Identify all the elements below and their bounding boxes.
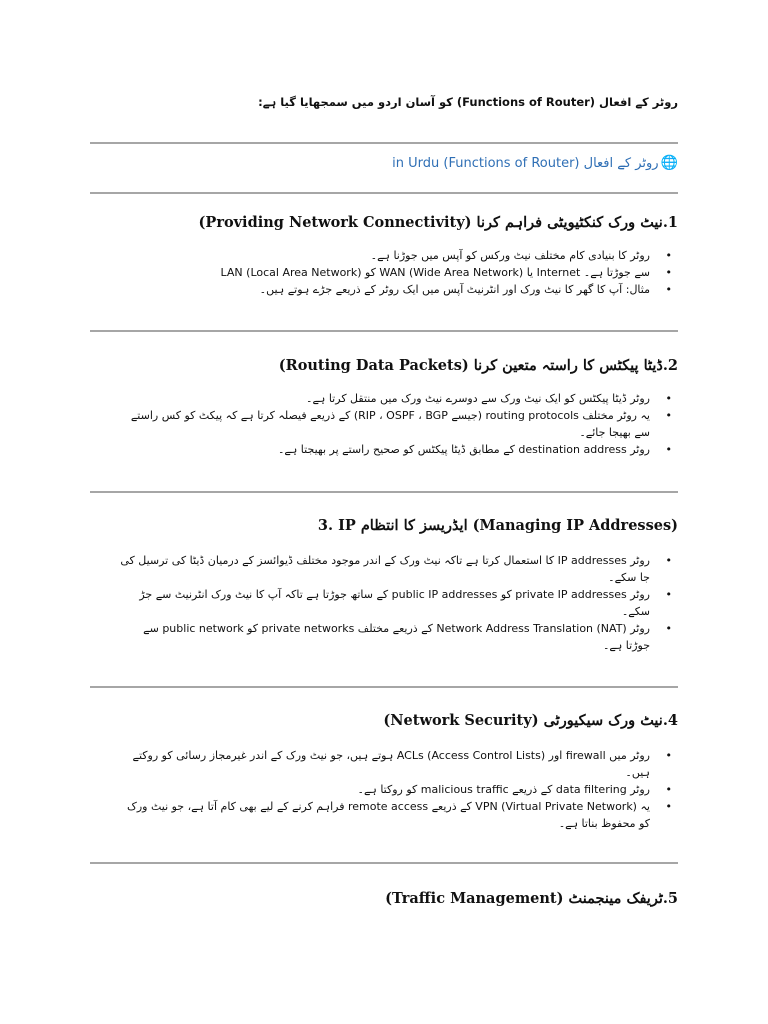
section-heading: 4.نیٹ ورک سیکیورٹی (Network Security) bbox=[383, 712, 678, 729]
divider bbox=[90, 862, 678, 864]
section-heading: 5.ٹریفک مینجمنٹ (Traffic Management) bbox=[385, 890, 678, 907]
list-item: • روٹر میں firewall اور ACLs (Access Control Lists) ہوتے ہیں، جو نیٹ ورک کے اندر غیرمجاز رسائی کو روکتے ہیں۔ bbox=[118, 747, 678, 781]
list-item: • روٹر private IP addresses کو public IP addresses کے ساتھ جوڑتا ہے تاکہ آپ کا نیٹ ورک انٹرنیٹ سے جڑ سکے۔ bbox=[118, 586, 678, 620]
list-item: • مثال: آپ کا گھر کا نیٹ ورک اور انٹرنیٹ آپس میں ایک روٹر کے ذریعے جڑے ہوتے ہیں۔ bbox=[118, 281, 678, 298]
section-list bbox=[118, 247, 678, 298]
section-heading: 1.نیٹ ورک کنکٹیویٹی فراہم کرنا (Providing Network Connectivity) bbox=[198, 214, 678, 231]
section-heading: 3. IP ایڈریسز کا انتظام (Managing IP Addresses) bbox=[317, 517, 678, 534]
section-list bbox=[118, 552, 678, 654]
section-heading: 2.ڈیٹا پیکٹس کا راستہ متعین کرنا (Routing Data Packets) bbox=[278, 357, 678, 374]
list-item: • روٹر ڈیٹا پیکٹس کو ایک نیٹ ورک سے دوسرے نیٹ ورک میں منتقل کرتا ہے۔ bbox=[118, 390, 678, 407]
divider bbox=[90, 192, 678, 194]
list-item: • روٹر IP addresses کا استعمال کرتا ہے تاکہ نیٹ ورک کے اندر موجود مختلف ڈیوائسز کے درمیان ڈیٹا کی ترسیل کی جا سکے۔ bbox=[118, 552, 678, 586]
list-item: • روٹر کا بنیادی کام مختلف نیٹ ورکس کو آپس میں جوڑنا ہے۔ bbox=[118, 247, 678, 264]
divider bbox=[90, 142, 678, 144]
list-item: • LAN (Local Area Network) کو WAN (Wide Area Network) یا Internet سے جوڑتا ہے۔ bbox=[118, 264, 678, 281]
intro-text: روٹر کے افعال (Functions of Router) کو آسان اردو میں سمجھایا گیا ہے: bbox=[258, 95, 678, 109]
divider bbox=[90, 491, 678, 493]
divider bbox=[90, 686, 678, 688]
divider bbox=[90, 330, 678, 332]
toc-link[interactable] bbox=[88, 152, 678, 175]
list-item: • یہ VPN (Virtual Private Network) کے ذریعے remote access فراہم کرنے کے لیے بھی کام آتا ہے، جو نیٹ ورک کو محفوظ بناتا ہے۔ bbox=[118, 798, 678, 832]
list-item: • یہ روٹر مختلف routing protocols (جیسے RIP ، OSPF ، BGP) کے ذریعے فیصلہ کرتا ہے کہ پیکٹ کو کس راستے سے بھیجا جائے۔ bbox=[118, 407, 678, 441]
section-list bbox=[118, 390, 678, 458]
section-list bbox=[118, 747, 678, 832]
list-item: • روٹر destination address کے مطابق ڈیٹا پیکٹس کو صحیح راستے پر بھیجتا ہے۔ bbox=[118, 441, 678, 458]
toc-link-text: روٹر کے افعال (Functions of Router) in Urdu bbox=[392, 156, 659, 171]
globe-icon: 🌐 bbox=[660, 155, 678, 171]
list-item: • روٹر data filtering کے ذریعے malicious traffic کو روکتا ہے۔ bbox=[118, 781, 678, 798]
list-item: • روٹر Network Address Translation (NAT) کے ذریعے مختلف private networks کو public network سے جوڑتا ہے۔ bbox=[118, 620, 678, 654]
